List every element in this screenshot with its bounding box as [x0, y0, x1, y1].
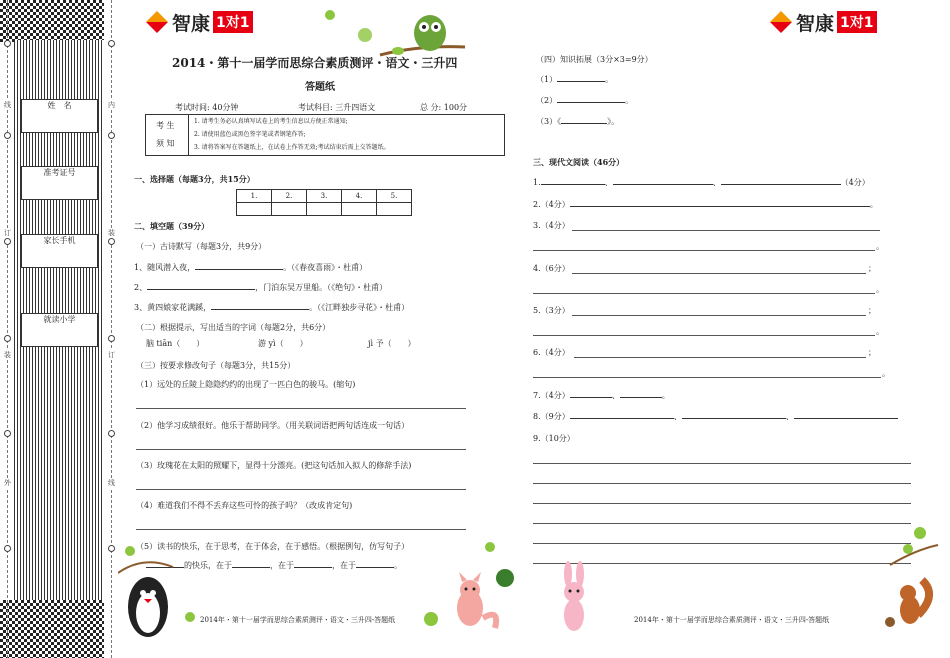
- punch-hole: [108, 238, 115, 245]
- answer-line[interactable]: [572, 230, 880, 231]
- notice-item: 2. 请使用蓝色或黑色签字笔或者钢笔作答;: [194, 131, 306, 138]
- margin-char: 订: [4, 229, 11, 237]
- question-line: 的快乐，在于 ，在于 ，在于 。: [146, 561, 402, 571]
- table-header-cell: 5.: [377, 190, 412, 203]
- answer-line[interactable]: [533, 463, 911, 464]
- brand-badge: 1对1: [837, 11, 876, 33]
- page-subtitle: 答题纸: [305, 82, 335, 93]
- question-line: 1、随风潜入夜， 。（《春夜喜雨》・杜甫）: [134, 263, 368, 272]
- punch-hole: [108, 545, 115, 552]
- answer-line[interactable]: [533, 483, 911, 484]
- answer-cell[interactable]: [342, 203, 377, 216]
- punch-hole: [4, 132, 11, 139]
- margin-char: 线: [4, 101, 11, 109]
- question-label: 6.（4分）: [533, 348, 570, 357]
- notice-item: 1. 请考生务必认真填写试卷上的考生信息以方便正常通知;: [194, 118, 348, 125]
- punct: ；: [868, 306, 876, 315]
- answer-line[interactable]: [136, 449, 466, 450]
- margin-char: 线: [108, 479, 115, 487]
- answer-line[interactable]: [572, 315, 866, 316]
- sentence-question: （1）远处的丘陵上隐隐约约的出现了一匹白色的骏马。(缩句): [136, 380, 356, 389]
- field-name[interactable]: 姓 名: [21, 99, 98, 133]
- binding-checker-bottom: [0, 600, 104, 658]
- notice-label: 须 知: [156, 139, 175, 148]
- field-exam-id[interactable]: 准考证号: [21, 166, 98, 200]
- answer-blank[interactable]: [613, 184, 713, 185]
- punch-hole: [108, 335, 115, 342]
- binding-dotline-right: [111, 0, 112, 658]
- answer-blank[interactable]: [557, 102, 625, 103]
- answer-cell[interactable]: [272, 203, 307, 216]
- subsection-title: （二）根据提示，写出适当的字词（每题2分，共6分）: [136, 323, 331, 332]
- punch-hole: [108, 132, 115, 139]
- answer-blank[interactable]: [195, 269, 283, 270]
- answer-blank[interactable]: [620, 397, 662, 398]
- binding-checker-top: [0, 0, 104, 42]
- table-header-cell: 4.: [342, 190, 377, 203]
- question-line: 1. 、 、 （4分）: [533, 178, 870, 187]
- section-fill-title: 二、填空题（39分）: [134, 221, 210, 231]
- punch-hole: [4, 430, 11, 437]
- dot-decoration: [485, 542, 495, 552]
- answer-line[interactable]: [533, 503, 911, 504]
- brand-logo-right: [770, 8, 877, 36]
- table-header-cell: 2.: [272, 190, 307, 203]
- answer-line[interactable]: [533, 250, 875, 251]
- answer-line[interactable]: [136, 489, 466, 490]
- answer-table: [236, 189, 412, 216]
- answer-blank[interactable]: [570, 206, 870, 207]
- sentence-question: （4）难道我们不得不丢弃这些可怜的孩子吗？（改成肯定句): [136, 501, 353, 510]
- answer-blank[interactable]: [561, 123, 607, 124]
- answer-blank[interactable]: [721, 184, 841, 185]
- answer-cell[interactable]: [307, 203, 342, 216]
- punch-hole: [108, 430, 115, 437]
- logo-mark-icon: [146, 11, 168, 33]
- answer-blank[interactable]: [570, 418, 674, 419]
- answer-blank[interactable]: [682, 418, 786, 419]
- answer-blank[interactable]: [211, 309, 309, 310]
- punct: 。: [876, 285, 884, 294]
- subsection-title: （一）古诗默写（每题3分，共9分）: [136, 242, 267, 251]
- brand-logo-left: [146, 8, 253, 36]
- punch-hole: [4, 40, 11, 47]
- answer-line[interactable]: [574, 357, 866, 358]
- margin-char: 装: [108, 229, 115, 237]
- answer-blank[interactable]: [557, 81, 605, 82]
- footer-right: 2014年・第十一届学而思综合素质测评・语文・三升四-答题纸: [634, 616, 830, 624]
- brand-name: 智康: [796, 12, 835, 35]
- footer-left: 2014年・第十一届学而思综合素质测评・语文・三升四-答题纸: [200, 616, 396, 624]
- answer-line[interactable]: [533, 523, 911, 524]
- punch-hole: [108, 40, 115, 47]
- punch-hole: [4, 238, 11, 245]
- section-choice-title: 一、选择题（每题3分，共15分）: [134, 174, 255, 184]
- answer-line[interactable]: [533, 377, 881, 378]
- sentence-question: （5）读书的快乐，在于思考，在于体会，在于感悟。（根据例句，仿写句子）: [136, 542, 410, 551]
- question-label: 4.（6分）: [533, 264, 570, 273]
- question-line: 2、 ，门泊东吴万里船。（《绝句》・杜甫）: [134, 283, 388, 292]
- logo-mark-icon: [770, 11, 792, 33]
- answer-blank[interactable]: [294, 567, 332, 568]
- answer-blank[interactable]: [356, 567, 394, 568]
- question-line: 2.（4分） 。: [533, 200, 878, 209]
- squirrel-illustration: [880, 525, 940, 635]
- punct: ；: [868, 348, 876, 357]
- question-line: （3）《 》。: [536, 117, 620, 126]
- answer-line[interactable]: [533, 293, 875, 294]
- punct: 。: [876, 242, 884, 251]
- subsection-title: （四）知识拓展（3分×3=9分）: [536, 55, 653, 64]
- punct: 。: [882, 369, 890, 378]
- question-label: 5.（3分）: [533, 306, 570, 315]
- brand-name: 智康: [172, 12, 211, 35]
- brand-badge: 1对1: [213, 11, 252, 33]
- exam-time: 考试时间: 40分钟: [175, 103, 239, 112]
- answer-blank[interactable]: [232, 567, 270, 568]
- margin-char: 内: [108, 101, 115, 109]
- dot-decoration: [185, 612, 195, 622]
- pinyin-item[interactable]: 脑 tiān（ ）: [146, 339, 205, 348]
- margin-char: 订: [108, 351, 115, 359]
- section-reading-title: 三、现代文阅读（46分）: [533, 157, 625, 167]
- subsection-title: （三）按要求修改句子（每题3分，共15分）: [136, 361, 296, 370]
- page-title: 2014・第十一届学而思综合素质测评・语文・三升四: [172, 56, 458, 70]
- answer-cell[interactable]: [237, 203, 272, 216]
- answer-blank[interactable]: [570, 397, 612, 398]
- answer-line[interactable]: [572, 273, 866, 274]
- sentence-question: （3）玫瑰花在太阳的照耀下，显得十分漂亮。(把这句话加入拟人的修辞手法): [136, 461, 412, 470]
- sentence-question: （2）他学习成绩很好。他乐于帮助同学。（用关联词语把两句话连成一句话）: [136, 421, 410, 430]
- punch-hole: [4, 545, 11, 552]
- pinyin-item[interactable]: 游 yì（ ）: [258, 339, 308, 348]
- fox-illustration: [445, 568, 515, 633]
- answer-line[interactable]: [533, 543, 911, 544]
- question-line: 3、黄四娘家花满蹊， 。（《江畔独步寻花》・杜甫）: [134, 303, 410, 312]
- exam-score: 总 分: 100分: [420, 103, 468, 112]
- answer-line[interactable]: [533, 335, 875, 336]
- question-line: （2） 。: [536, 96, 634, 105]
- field-parent-phone[interactable]: 家长手机: [21, 234, 98, 268]
- margin-char: 装: [4, 351, 11, 359]
- margin-char: 外: [4, 479, 11, 487]
- punch-hole: [4, 335, 11, 342]
- rabbit-illustration: [550, 560, 600, 638]
- answer-blank[interactable]: [147, 289, 255, 290]
- notice-box: [145, 114, 505, 156]
- notice-item: 3. 请将答案写在答题纸上，在试卷上作答无效;考试结束后需上交答题纸。: [194, 144, 390, 151]
- answer-blank[interactable]: [541, 184, 605, 185]
- punct: ；: [868, 264, 876, 273]
- question-line: （1） 。: [536, 75, 614, 84]
- pinyin-item[interactable]: jì 予（ ）: [368, 339, 416, 348]
- dot-decoration: [424, 612, 438, 626]
- notice-label: 考 生: [156, 121, 175, 130]
- answer-cell[interactable]: [377, 203, 412, 216]
- punct: 。: [876, 327, 884, 336]
- exam-subject: 考试科目: 三升四语文: [298, 103, 376, 112]
- table-header-cell: 3.: [307, 190, 342, 203]
- question-label: 9.（10分）: [533, 434, 575, 443]
- answer-line[interactable]: [136, 408, 466, 409]
- question-line: 7.（4分） 、 。: [533, 391, 670, 400]
- answer-line[interactable]: [136, 529, 466, 530]
- field-school[interactable]: 就读小学: [21, 313, 98, 347]
- table-header-cell: 1.: [237, 190, 272, 203]
- penguin-illustration: [118, 545, 178, 640]
- question-line: 8.（9分） 、 、: [533, 412, 898, 422]
- answer-blank[interactable]: [794, 418, 898, 419]
- binding-dotline-left: [7, 0, 8, 658]
- question-label: 3.（4分）: [533, 221, 570, 230]
